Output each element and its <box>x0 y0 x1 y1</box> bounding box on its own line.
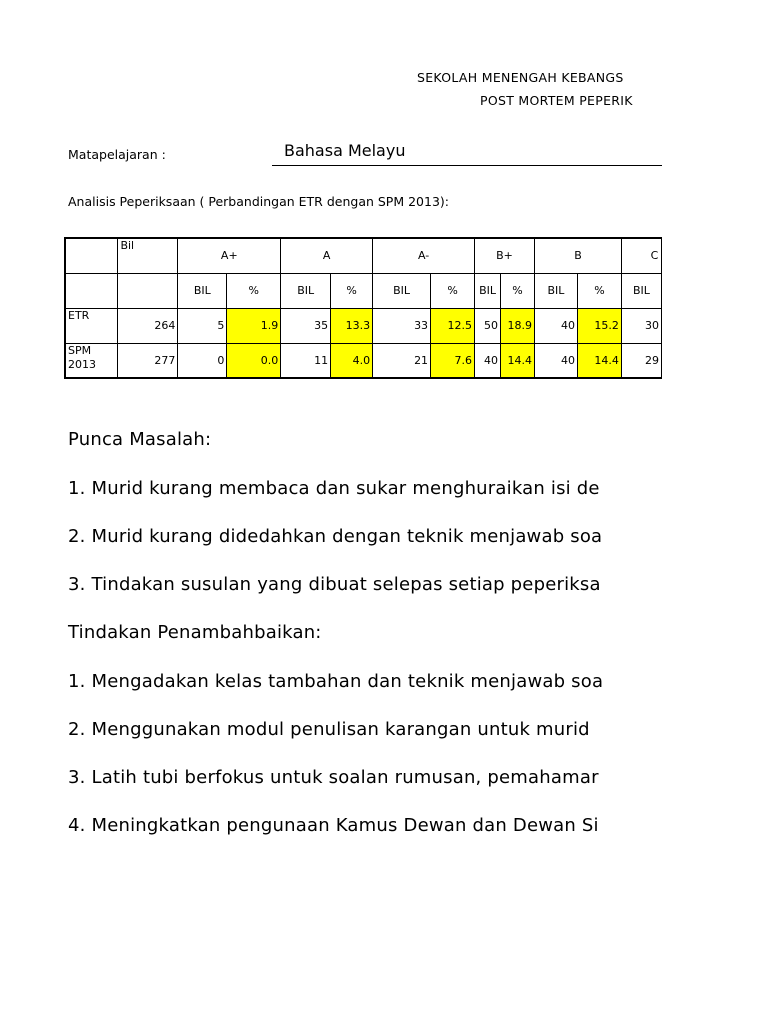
tindakan-item: 3. Latih tubi berfokus untuk soalan rumusan, pemahamar <box>68 767 599 788</box>
table-cell: 35 <box>281 308 331 343</box>
table-header-cell: A <box>281 238 373 273</box>
tindakan-item: 4. Meningkatkan pengunaan Kamus Dewan dan Dewan Si <box>68 815 599 836</box>
table-cell-highlight: 14.4 <box>501 343 535 378</box>
table-cell: 5 <box>178 308 227 343</box>
tindakan-item: 2. Menggunakan modul penulisan karangan untuk murid <box>68 719 590 740</box>
post-mortem-header: POST MORTEM PEPERIK <box>480 93 633 108</box>
table-cell: 33 <box>373 308 431 343</box>
table-cell: 50 <box>475 308 501 343</box>
table-cell-highlight: 0.0 <box>227 343 281 378</box>
table-header-cell: % <box>577 273 621 308</box>
table-header-cell: B+ <box>475 238 535 273</box>
table-cell: 40 <box>535 343 578 378</box>
analysis-title: Analisis Peperiksaan ( Perbandingan ETR dengan SPM 2013): <box>68 194 450 209</box>
table-cell: 11 <box>281 343 331 378</box>
table-header-cell: Bil <box>118 238 178 273</box>
table-cell-highlight: 18.9 <box>501 308 535 343</box>
table-cell-highlight: 1.9 <box>227 308 281 343</box>
punca-item: 1. Murid kurang membaca dan sukar menghuraikan isi de <box>68 478 600 499</box>
table-header-row-grades <box>65 238 662 273</box>
punca-item: 3. Tindakan susulan yang dibuat selepas setiap peperiksa <box>68 574 601 595</box>
table-row <box>65 343 662 378</box>
row-label: ETR <box>65 308 118 343</box>
table-empty-cell <box>118 273 178 308</box>
table-header-cell: % <box>501 273 535 308</box>
punca-item: 2. Murid kurang didedahkan dengan teknik menjawab soa <box>68 526 603 547</box>
table-cell-highlight: 13.3 <box>331 308 373 343</box>
table-header-cell: BIL <box>373 273 431 308</box>
table-cell-highlight: 14.4 <box>577 343 621 378</box>
results-table <box>64 237 662 379</box>
table-corner-cell <box>65 238 118 273</box>
school-name-header: SEKOLAH MENENGAH KEBANGS <box>417 70 624 85</box>
table-header-cell: % <box>431 273 475 308</box>
table-cell: 40 <box>535 308 578 343</box>
tindakan-item: 1. Mengadakan kelas tambahan dan teknik menjawab soa <box>68 671 604 692</box>
table-header-cell: BIL <box>475 273 501 308</box>
table-cell: 264 <box>118 308 178 343</box>
table-header-cell: B <box>535 238 622 273</box>
subject-value: Bahasa Melayu <box>284 141 406 160</box>
row-label: SPM 2013 <box>65 343 118 378</box>
table-header-cell: % <box>331 273 373 308</box>
table-cell-highlight: 7.6 <box>431 343 475 378</box>
subject-underline <box>272 165 662 166</box>
table-cell: 277 <box>118 343 178 378</box>
table-header-cell: BIL <box>178 273 227 308</box>
table-header-row-columns <box>65 273 662 308</box>
table-header-cell: A+ <box>178 238 281 273</box>
tindakan-title: Tindakan Penambahbaikan: <box>68 622 322 643</box>
table-header-cell: C <box>621 238 661 273</box>
table-cell-highlight: 12.5 <box>431 308 475 343</box>
table-cell: 30 <box>621 308 661 343</box>
table-header-cell: BIL <box>535 273 578 308</box>
table-cell-highlight: 4.0 <box>331 343 373 378</box>
table-header-cell: BIL <box>281 273 331 308</box>
table-cell: 40 <box>475 343 501 378</box>
table-header-cell: BIL <box>621 273 661 308</box>
table-empty-cell <box>65 273 118 308</box>
table-header-cell: % <box>227 273 281 308</box>
punca-title: Punca Masalah: <box>68 429 212 450</box>
table-cell-highlight: 15.2 <box>577 308 621 343</box>
subject-label: Matapelajaran : <box>68 147 166 162</box>
table-row <box>65 308 662 343</box>
table-cell: 29 <box>621 343 661 378</box>
table-cell: 0 <box>178 343 227 378</box>
table-header-cell: A- <box>373 238 475 273</box>
table-cell: 21 <box>373 343 431 378</box>
